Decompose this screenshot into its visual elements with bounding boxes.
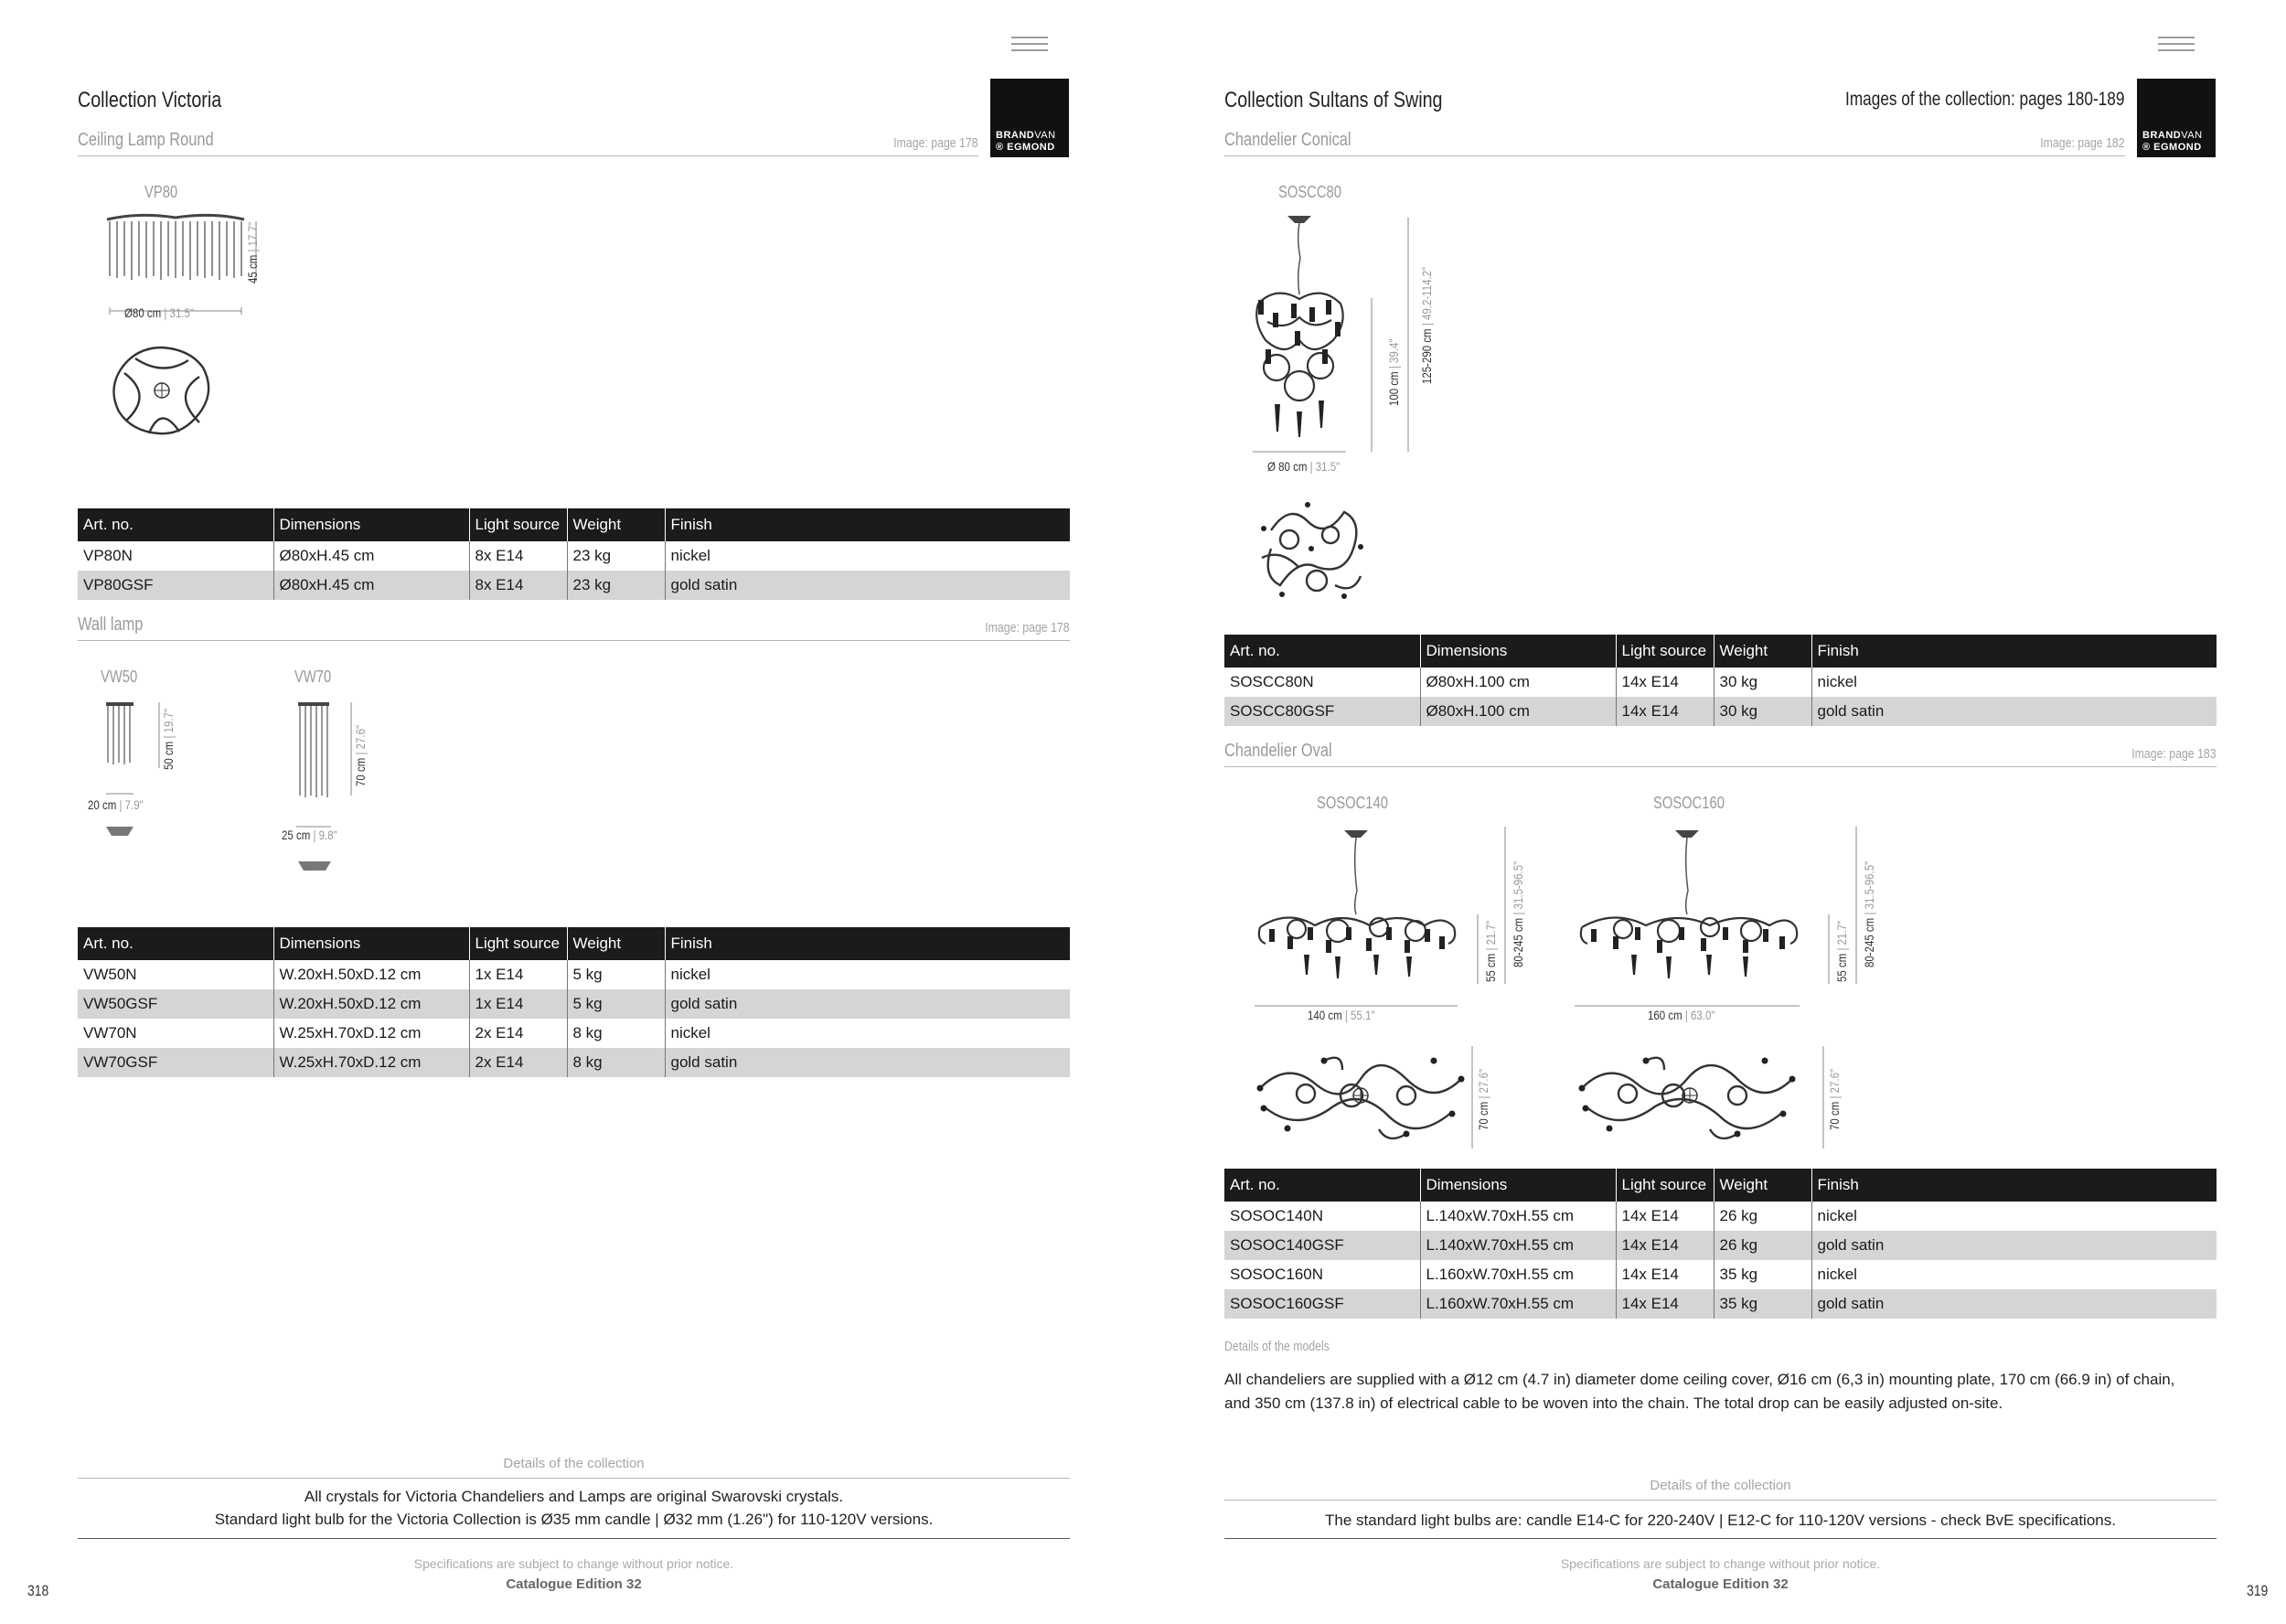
right-page <box>1143 0 2286 1624</box>
spec-table-conical <box>1224 635 2217 726</box>
spec-table-wall <box>78 927 1070 1077</box>
section-rule <box>78 155 978 156</box>
table-row <box>78 1048 1070 1077</box>
table-header: Dimensions <box>273 927 469 960</box>
footer-rule <box>1224 1538 2217 1539</box>
light-source: 8x E14 <box>469 541 567 571</box>
sosoc140-top-drawing <box>1251 1042 1470 1152</box>
finish: nickel <box>670 966 710 983</box>
weight: 26 kg <box>1714 1202 1811 1231</box>
spec-table-oval <box>1224 1169 2217 1319</box>
sosoc160-top-drawing <box>1573 1042 1801 1152</box>
height-dimension: 55 cm | 21.7" <box>1834 920 1849 982</box>
drop-dimension: 80-245 cm | 31.5-96.5" <box>1511 860 1525 967</box>
details-models-text <box>1224 1368 2230 1416</box>
details-line: and 350 cm (137.8 in) of electrical cable to be woven into the chain. The total drop can be easily adjusted on-site. <box>1224 1394 2003 1412</box>
table-row <box>1224 1260 2217 1289</box>
table-header: Finish <box>1811 1169 2217 1202</box>
weight: 30 kg <box>1714 668 1811 697</box>
vw50-drawing <box>102 699 139 863</box>
light-source: 2x E14 <box>469 1048 567 1077</box>
light-source: 2x E14 <box>469 1019 567 1048</box>
art-no: VW70GSF <box>78 1048 273 1077</box>
page-number: 319 <box>2247 1582 2269 1599</box>
images-of-collection[interactable]: Images of the collection: pages 180-189 <box>1844 89 2124 110</box>
table-header: Art. no. <box>78 508 273 541</box>
dimensions: W.25xH.70xD.12 cm <box>273 1019 469 1048</box>
soscc80-side-drawing <box>1249 212 1350 450</box>
drop-dimension: 80-245 cm | 31.5-96.5" <box>1862 860 1876 967</box>
section-title: Wall lamp <box>78 614 144 635</box>
height-dimension: 55 cm | 21.7" <box>1483 920 1498 982</box>
light-source: 1x E14 <box>469 989 567 1019</box>
finish: nickel <box>1817 1207 1857 1224</box>
art-no: SOSOC160GSF <box>1224 1289 1420 1319</box>
finish: gold satin <box>1811 1289 2217 1319</box>
table-row <box>78 960 1070 989</box>
section-title: Chandelier Conical <box>1224 130 1351 150</box>
vp80-side-drawing <box>102 212 249 340</box>
height-dimension: 45 cm | 17.7" <box>245 221 260 283</box>
image-page-ref[interactable]: Image: page 183 <box>2131 746 2217 762</box>
height-dimension: 50 cm | 19.7" <box>161 708 176 770</box>
depth-dimension: 70 cm | 27.6" <box>1827 1068 1842 1130</box>
table-header: Dimensions <box>1420 1169 1616 1202</box>
soscc80-height-lines <box>1368 216 1423 457</box>
table-header: Art. no. <box>78 927 273 960</box>
width-dimension: Ø 80 cm | 31.5" <box>1267 459 1341 474</box>
width-dimension: 160 cm | 63.0" <box>1648 1008 1715 1022</box>
drop-dimension: 125-290 cm | 49.2-114.2" <box>1419 266 1434 384</box>
image-page-ref[interactable]: Image: page 182 <box>2040 135 2125 151</box>
table-header: Weight <box>567 927 665 960</box>
weight: 5 kg <box>567 960 665 989</box>
details-line: All chandeliers are supplied with a Ø12 cm (4.7 in) diameter dome ceiling cover, Ø16 cm (6,3 in) mounting plate, 170 cm (66.9 in) of chain, <box>1224 1371 2175 1388</box>
section-rule <box>1224 155 2125 156</box>
table-header: Finish <box>665 508 1070 541</box>
collection-note: The standard light bulbs are: candle E14-C for 220-240V | E12-C for 110-120V versions - check BvE specifications. <box>1325 1512 2116 1529</box>
art-no: SOSCC80GSF <box>1224 697 1420 726</box>
weight: 23 kg <box>567 541 665 571</box>
dimensions: L.140xW.70xH.55 cm <box>1420 1231 1616 1260</box>
collection-title: Collection Victoria <box>78 88 222 112</box>
table-row <box>78 1019 1070 1048</box>
dimensions: Ø80xH.45 cm <box>273 571 469 600</box>
dimensions: L.160xW.70xH.55 cm <box>1420 1260 1616 1289</box>
collection-title: Collection Sultans of Swing <box>1224 88 1443 112</box>
light-source: 14x E14 <box>1616 697 1714 726</box>
spec-notice: Specifications are subject to change without prior notice. <box>413 1556 734 1571</box>
art-no: VP80N <box>78 541 273 571</box>
width-dimension: 140 cm | 55.1" <box>1308 1008 1375 1022</box>
menu-lines-icon[interactable] <box>1011 37 1048 57</box>
weight: 35 kg <box>1714 1289 1811 1319</box>
table-header: Weight <box>1714 635 1811 668</box>
model-code: VW50 <box>101 668 138 686</box>
brand-logo: BRANDVAN ® EGMOND <box>2137 79 2216 157</box>
collection-note: All crystals for Victoria Chandeliers and Lamps are original Swarovski crystals. <box>304 1488 844 1505</box>
finish: nickel <box>670 1024 710 1042</box>
dimensions: Ø80xH.100 cm <box>1420 668 1616 697</box>
table-row <box>1224 697 2217 726</box>
dimensions: W.20xH.50xD.12 cm <box>273 960 469 989</box>
catalogue-edition: Catalogue Edition 32 <box>1652 1576 1789 1592</box>
soscc80-top-drawing <box>1253 494 1372 613</box>
dimensions: W.20xH.50xD.12 cm <box>273 989 469 1019</box>
section-rule <box>1224 766 2217 767</box>
table-header: Art. no. <box>1224 635 1420 668</box>
light-source: 14x E14 <box>1616 1231 1714 1260</box>
table-header: Weight <box>567 508 665 541</box>
table-header: Finish <box>665 927 1070 960</box>
vp80-top-drawing <box>108 340 216 441</box>
table-row <box>1224 1289 2217 1319</box>
table-header: Dimensions <box>273 508 469 541</box>
footer-rule <box>1224 1500 2217 1501</box>
table-header: Art. no. <box>1224 1169 1420 1202</box>
model-code: VP80 <box>144 183 178 201</box>
light-source: 8x E14 <box>469 571 567 600</box>
model-code: SOSCC80 <box>1278 183 1341 201</box>
details-models-label: Details of the models <box>1224 1339 1330 1354</box>
art-no: VW50GSF <box>78 989 273 1019</box>
light-source: 14x E14 <box>1616 1260 1714 1289</box>
table-row <box>1224 1231 2217 1260</box>
finish: nickel <box>1817 673 1857 690</box>
weight: 8 kg <box>567 1048 665 1077</box>
finish: nickel <box>670 547 710 564</box>
dimensions: Ø80xH.100 cm <box>1420 697 1616 726</box>
collection-notes <box>78 1485 1070 1531</box>
catalogue-edition: Catalogue Edition 32 <box>506 1576 642 1592</box>
brand-logo: BRANDVAN ® EGMOND <box>990 79 1069 157</box>
depth-dimension: 70 cm | 27.6" <box>1476 1068 1490 1130</box>
height-dimension: 70 cm | 27.6" <box>353 724 368 786</box>
dimensions: L.140xW.70xH.55 cm <box>1420 1202 1616 1231</box>
vw70-drawing <box>294 699 335 881</box>
spec-table-ceiling <box>78 508 1070 600</box>
finish: gold satin <box>665 571 1070 600</box>
footer-rule <box>78 1478 1070 1479</box>
table-header: Dimensions <box>1420 635 1616 668</box>
art-no: SOSCC80N <box>1224 668 1420 697</box>
table-row <box>78 541 1070 571</box>
width-dimension: 25 cm | 9.8" <box>282 828 337 842</box>
sosoc160-side-drawing <box>1573 827 1801 1010</box>
finish: gold satin <box>665 989 1070 1019</box>
finish: nickel <box>1817 1266 1857 1283</box>
art-no: VW70N <box>78 1019 273 1048</box>
details-collection-label: Details of the collection <box>1650 1478 1791 1493</box>
collection-note: Standard light bulb for the Victoria Collection is Ø35 mm candle | Ø32 mm (1.26") for 110-120V versions. <box>214 1511 934 1528</box>
table-header: Light source <box>1616 1169 1714 1202</box>
art-no: SOSOC160N <box>1224 1260 1420 1289</box>
table-header: Finish <box>1811 635 2217 668</box>
art-no: VP80GSF <box>78 571 273 600</box>
table-row <box>1224 668 2217 697</box>
sosoc140-side-drawing <box>1251 827 1461 1010</box>
dimensions: W.25xH.70xD.12 cm <box>273 1048 469 1077</box>
light-source: 14x E14 <box>1616 1202 1714 1231</box>
spec-notice: Specifications are subject to change without prior notice. <box>1560 1556 1881 1571</box>
light-source: 1x E14 <box>469 960 567 989</box>
width-dimension: 20 cm | 7.9" <box>88 797 144 812</box>
section-title: Chandelier Oval <box>1224 741 1332 761</box>
light-source: 14x E14 <box>1616 1289 1714 1319</box>
finish: gold satin <box>1811 1231 2217 1260</box>
table-row <box>78 989 1070 1019</box>
table-header: Light source <box>1616 635 1714 668</box>
table-header: Light source <box>469 508 567 541</box>
model-code: VW70 <box>294 668 332 686</box>
art-no: SOSOC140GSF <box>1224 1231 1420 1260</box>
light-source: 14x E14 <box>1616 668 1714 697</box>
table-row <box>78 571 1070 600</box>
footer-rule <box>78 1538 1070 1539</box>
model-code: SOSOC160 <box>1653 794 1725 812</box>
weight: 30 kg <box>1714 697 1811 726</box>
page-number: 318 <box>27 1582 49 1599</box>
section-title: Ceiling Lamp Round <box>78 130 214 150</box>
table-header: Weight <box>1714 1169 1811 1202</box>
width-dimension: Ø80 cm | 31.5" <box>124 305 194 320</box>
table-header: Light source <box>469 927 567 960</box>
weight: 35 kg <box>1714 1260 1811 1289</box>
finish: gold satin <box>665 1048 1070 1077</box>
table-row <box>1224 1202 2217 1231</box>
details-collection-label: Details of the collection <box>503 1456 645 1471</box>
dimensions: L.160xW.70xH.55 cm <box>1420 1289 1616 1319</box>
weight: 8 kg <box>567 1019 665 1048</box>
section-rule <box>78 640 1070 641</box>
dimensions: Ø80xH.45 cm <box>273 541 469 571</box>
height-dimension: 100 cm | 39.4" <box>1386 338 1401 406</box>
collection-notes <box>1224 1509 2217 1532</box>
image-page-ref[interactable]: Image: page 178 <box>893 135 978 151</box>
weight: 5 kg <box>567 989 665 1019</box>
menu-lines-icon[interactable] <box>2158 37 2195 57</box>
finish: gold satin <box>1811 697 2217 726</box>
image-page-ref[interactable]: Image: page 178 <box>985 620 1070 636</box>
model-code: SOSOC140 <box>1317 794 1388 812</box>
art-no: VW50N <box>78 960 273 989</box>
weight: 23 kg <box>567 571 665 600</box>
weight: 26 kg <box>1714 1231 1811 1260</box>
art-no: SOSOC140N <box>1224 1202 1420 1231</box>
